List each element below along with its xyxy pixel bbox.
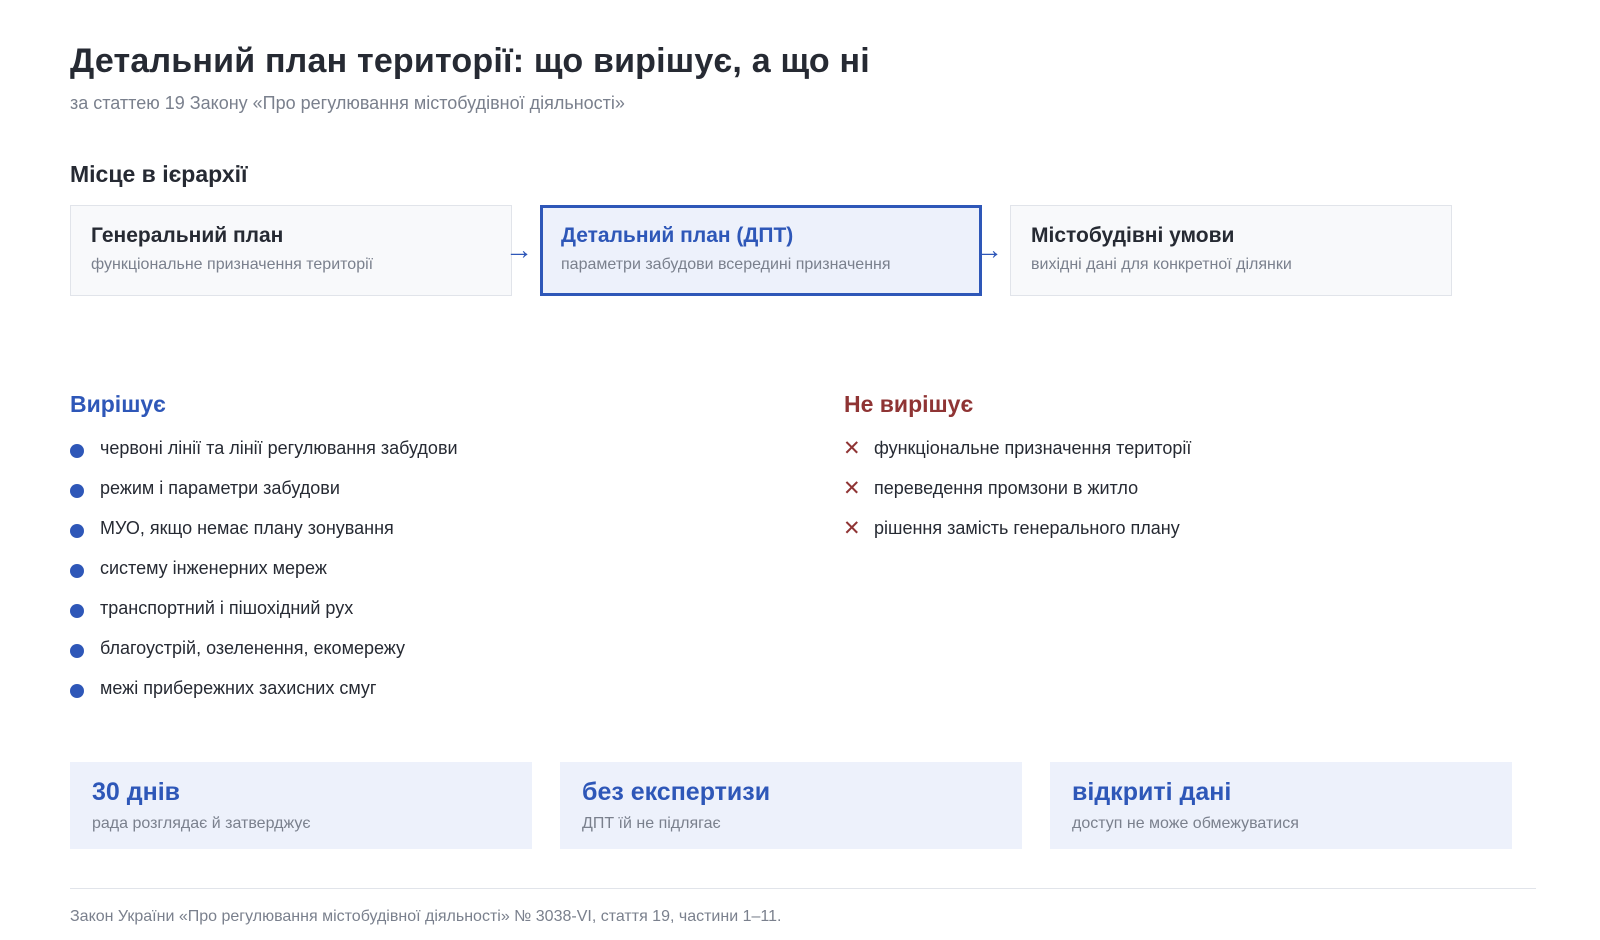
decides-item-text: межі прибережних захисних смуг [100,678,377,698]
not-decides-item-text: рішення замість генерального плану [874,518,1180,538]
stage-name: Детальний план (ДПТ) [561,224,794,247]
fact-card-expertise [560,762,1022,849]
bullet-dot-icon [70,564,84,578]
decides-item-text: МУО, якщо немає плану зонування [100,518,394,538]
decides-item [70,556,458,596]
stage-desc: параметри забудови всередині призначення [561,256,891,273]
cross-icon: ✕ [843,517,861,540]
footer-divider [70,888,1536,889]
decides-item [70,436,458,476]
decides-item-text: транспортний і пішохідний рух [100,598,354,618]
bullet-dot-icon [70,484,84,498]
decides-item-text: червоні лінії та лінії регулювання забудови [100,438,458,458]
not-decides-list [844,436,1191,556]
stage-detailed-plan [540,205,982,296]
not-decides-item-text: функціональне призначення території [874,438,1192,458]
bullet-dot-icon [70,444,84,458]
decides-item [70,516,458,556]
fact-desc: ДПТ їй не підлягає [582,815,721,832]
stage-desc: функціональне призначення території [91,256,374,273]
not-decides-item [844,476,1191,516]
bullet-dot-icon [70,684,84,698]
page-title: Детальний план території: що вирішує, а що ні [70,42,870,80]
decides-item [70,636,458,676]
stage-urban-conditions [1010,205,1452,296]
page-subtitle: за статтею 19 Закону «Про регулювання містобудівної діяльності» [70,93,625,113]
fact-value: відкриті дані [1072,778,1232,806]
bullet-dot-icon [70,524,84,538]
decides-item [70,476,458,516]
not-decides-item [844,436,1191,476]
decides-item-text: режим і параметри забудови [100,478,340,498]
not-decides-item [844,516,1191,556]
page [70,0,1540,940]
decides-heading: Вирішує [70,391,166,417]
hierarchy-heading: Місце в ієрархії [70,161,248,187]
stage-name: Генеральний план [91,224,284,247]
decides-item-text: систему інженерних мереж [100,558,327,578]
stage-name: Містобудівні умови [1031,224,1235,247]
decides-item-text: благоустрій, озеленення, екомережу [100,638,406,658]
cross-icon: ✕ [843,477,861,500]
stage-desc: вихідні дані для конкретної ділянки [1031,256,1292,273]
fact-card-deadline [70,762,532,849]
stage-general-plan [70,205,512,296]
fact-desc: рада розглядає й затверджує [92,815,311,832]
footer-source: Закон України «Про регулювання містобудівної діяльності» № 3038-VI, стаття 19, частини 1–11. [70,908,782,925]
arrow-right-icon: → [505,234,533,265]
decides-item [70,596,458,636]
bullet-dot-icon [70,644,84,658]
arrow-right-icon: → [975,234,1003,265]
bullet-dot-icon [70,604,84,618]
not-decides-item-text: переведення промзони в житло [874,478,1139,498]
fact-value: без експертизи [582,778,771,806]
decides-item [70,676,458,716]
decides-list [70,436,458,716]
not-decides-heading: Не вирішує [844,391,974,417]
fact-card-open-data [1050,762,1512,849]
fact-desc: доступ не може обмежуватися [1072,815,1299,832]
fact-value: 30 днів [92,778,181,806]
cross-icon: ✕ [843,437,861,460]
